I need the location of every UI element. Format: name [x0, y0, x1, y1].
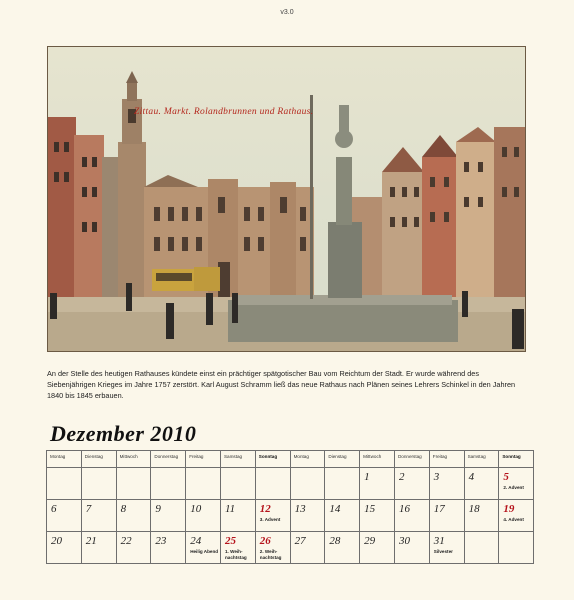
weekday-cell: [464, 451, 499, 468]
day-cell: [499, 468, 534, 500]
market-square-illustration: [48, 47, 525, 351]
day-number: 11: [224, 503, 236, 515]
day-cell: [429, 500, 464, 532]
day-cell: [255, 468, 290, 500]
day-number: 31: [433, 535, 445, 547]
day-cell: [151, 532, 186, 564]
day-number: 30: [398, 535, 410, 547]
holiday-note: 2. Weih-nachtstag: [259, 549, 282, 560]
day-cell: [499, 500, 534, 532]
day-number: [256, 468, 290, 471]
day-number: 19: [503, 503, 515, 515]
day-number: 3: [433, 471, 440, 483]
weekday-label: Freitag: [189, 454, 204, 459]
day-cell: [186, 532, 221, 564]
day-cell: [220, 500, 255, 532]
day-number: [465, 532, 499, 535]
day-cell: [186, 468, 221, 500]
weekday-label: Donnerstag: [154, 454, 179, 459]
day-cell: [429, 532, 464, 564]
day-number: [186, 468, 220, 471]
day-cell: [499, 532, 534, 564]
day-number: 13: [294, 503, 306, 515]
day-number: 23: [155, 535, 167, 547]
day-cell: [255, 500, 290, 532]
weekday-label: Montag: [50, 454, 66, 459]
day-number: 28: [329, 535, 341, 547]
weekday-cell: [81, 451, 116, 468]
day-number: [499, 532, 533, 535]
day-number: 20: [51, 535, 62, 547]
weekday-cell: [325, 451, 360, 468]
day-cell: [464, 468, 499, 500]
day-number: 27: [294, 535, 306, 547]
day-number: 16: [398, 503, 410, 515]
weekday-cell: [151, 451, 186, 468]
weekday-label: Samstag: [467, 454, 486, 459]
day-number: 15: [364, 503, 376, 515]
holiday-note: Heilig Abend: [190, 549, 219, 554]
weekday-cell: [255, 451, 290, 468]
day-cell: [394, 532, 429, 564]
day-cell: [325, 500, 360, 532]
day-number: 17: [433, 503, 445, 515]
weekday-label: Samstag: [223, 454, 243, 459]
day-number: [47, 468, 81, 471]
weekday-cell: [360, 451, 395, 468]
day-cell: [325, 532, 360, 564]
day-number: 14: [329, 503, 341, 515]
version-label: v3.0: [280, 9, 294, 16]
day-cell: [360, 468, 395, 500]
day-number: 26: [259, 535, 271, 547]
day-number: 6: [51, 503, 57, 515]
postcard-caption: Zittau. Markt. Rolandbrunnen und Rathaus.: [134, 107, 314, 117]
day-cell: [464, 500, 499, 532]
weekday-cell: [186, 451, 221, 468]
day-cell: [116, 500, 151, 532]
weekday-cell: [394, 451, 429, 468]
weekday-cell: [429, 451, 464, 468]
day-cell: [394, 468, 429, 500]
day-number: [117, 468, 151, 471]
calendar-grid: [46, 450, 534, 564]
day-cell: [255, 532, 290, 564]
day-cell: [81, 532, 116, 564]
day-number: 12: [259, 503, 271, 515]
day-number: [221, 468, 255, 471]
day-cell: [116, 532, 151, 564]
day-cell: [360, 532, 395, 564]
description-text: An der Stelle des heutigen Rathauses kündete einst ein prächtiger spätgotischer Bau vom Reichtum der Stadt. Er wurde während des Siebenjährigen Krieges im Jahre 1757 zerstört. Karl August Schramm ließ das neue Rathaus nach Plänen seines Lehrers Schinkel in den Jahren 1840 bis 1845 erbauen.: [47, 369, 516, 400]
postcard-image: [47, 46, 526, 352]
day-cell: [220, 532, 255, 564]
weekday-label: Freitag: [432, 454, 448, 459]
weekday-label: Sonntag: [502, 454, 521, 459]
month-title: Dezember 2010: [50, 421, 197, 446]
day-number: [291, 468, 325, 471]
weekday-label: Mittwoch: [363, 454, 382, 459]
day-number: 1: [364, 471, 370, 483]
day-number: 24: [190, 535, 202, 547]
day-cell: [394, 500, 429, 532]
day-cell: [81, 500, 116, 532]
week-row: [47, 500, 534, 532]
day-cell: [464, 532, 499, 564]
holiday-note: 1. Weih-nachtstag: [224, 549, 247, 560]
weekday-label: Mittwoch: [119, 454, 138, 459]
day-cell: [47, 468, 82, 500]
day-cell: [116, 468, 151, 500]
weekday-label: Dienstag: [84, 454, 103, 459]
holiday-note: 4. Advent: [503, 517, 524, 522]
day-number: 29: [364, 535, 376, 547]
weekday-cell: [290, 451, 325, 468]
day-number: 8: [120, 503, 127, 515]
weekday-label: Montag: [293, 454, 309, 459]
day-number: 10: [190, 503, 202, 515]
weekday-label: Sonntag: [258, 454, 278, 459]
day-number: 7: [85, 503, 92, 515]
day-cell: [429, 468, 464, 500]
holiday-note: 2. Advent: [503, 485, 524, 490]
day-cell: [186, 500, 221, 532]
day-cell: [220, 468, 255, 500]
day-number: 21: [85, 535, 97, 547]
week-row: [47, 532, 534, 564]
day-number: [325, 468, 359, 471]
day-number: 5: [503, 471, 509, 483]
week-row: [47, 468, 534, 500]
day-cell: [360, 500, 395, 532]
weekday-cell: [47, 451, 82, 468]
weekday-label: Donnerstag: [397, 454, 422, 459]
weekday-cell: [499, 451, 534, 468]
day-number: 18: [468, 503, 480, 515]
day-number: [151, 468, 185, 471]
day-number: 25: [224, 535, 236, 547]
holiday-note: Silvester: [433, 549, 453, 554]
day-number: [82, 468, 116, 471]
day-number: 22: [120, 535, 132, 547]
day-cell: [81, 468, 116, 500]
weekday-cell: [116, 451, 151, 468]
day-cell: [151, 500, 186, 532]
day-number: 9: [155, 503, 161, 515]
day-cell: [47, 500, 82, 532]
weekday-header-row: [47, 451, 534, 468]
day-cell: [290, 500, 325, 532]
weekday-label: Dienstag: [328, 454, 347, 459]
weekday-cell: [220, 451, 255, 468]
day-cell: [325, 468, 360, 500]
day-number: 2: [398, 471, 405, 483]
day-cell: [47, 532, 82, 564]
holiday-note: 3. Advent: [259, 517, 281, 522]
day-cell: [151, 468, 186, 500]
day-number: 4: [468, 471, 475, 483]
day-cell: [290, 532, 325, 564]
day-cell: [290, 468, 325, 500]
